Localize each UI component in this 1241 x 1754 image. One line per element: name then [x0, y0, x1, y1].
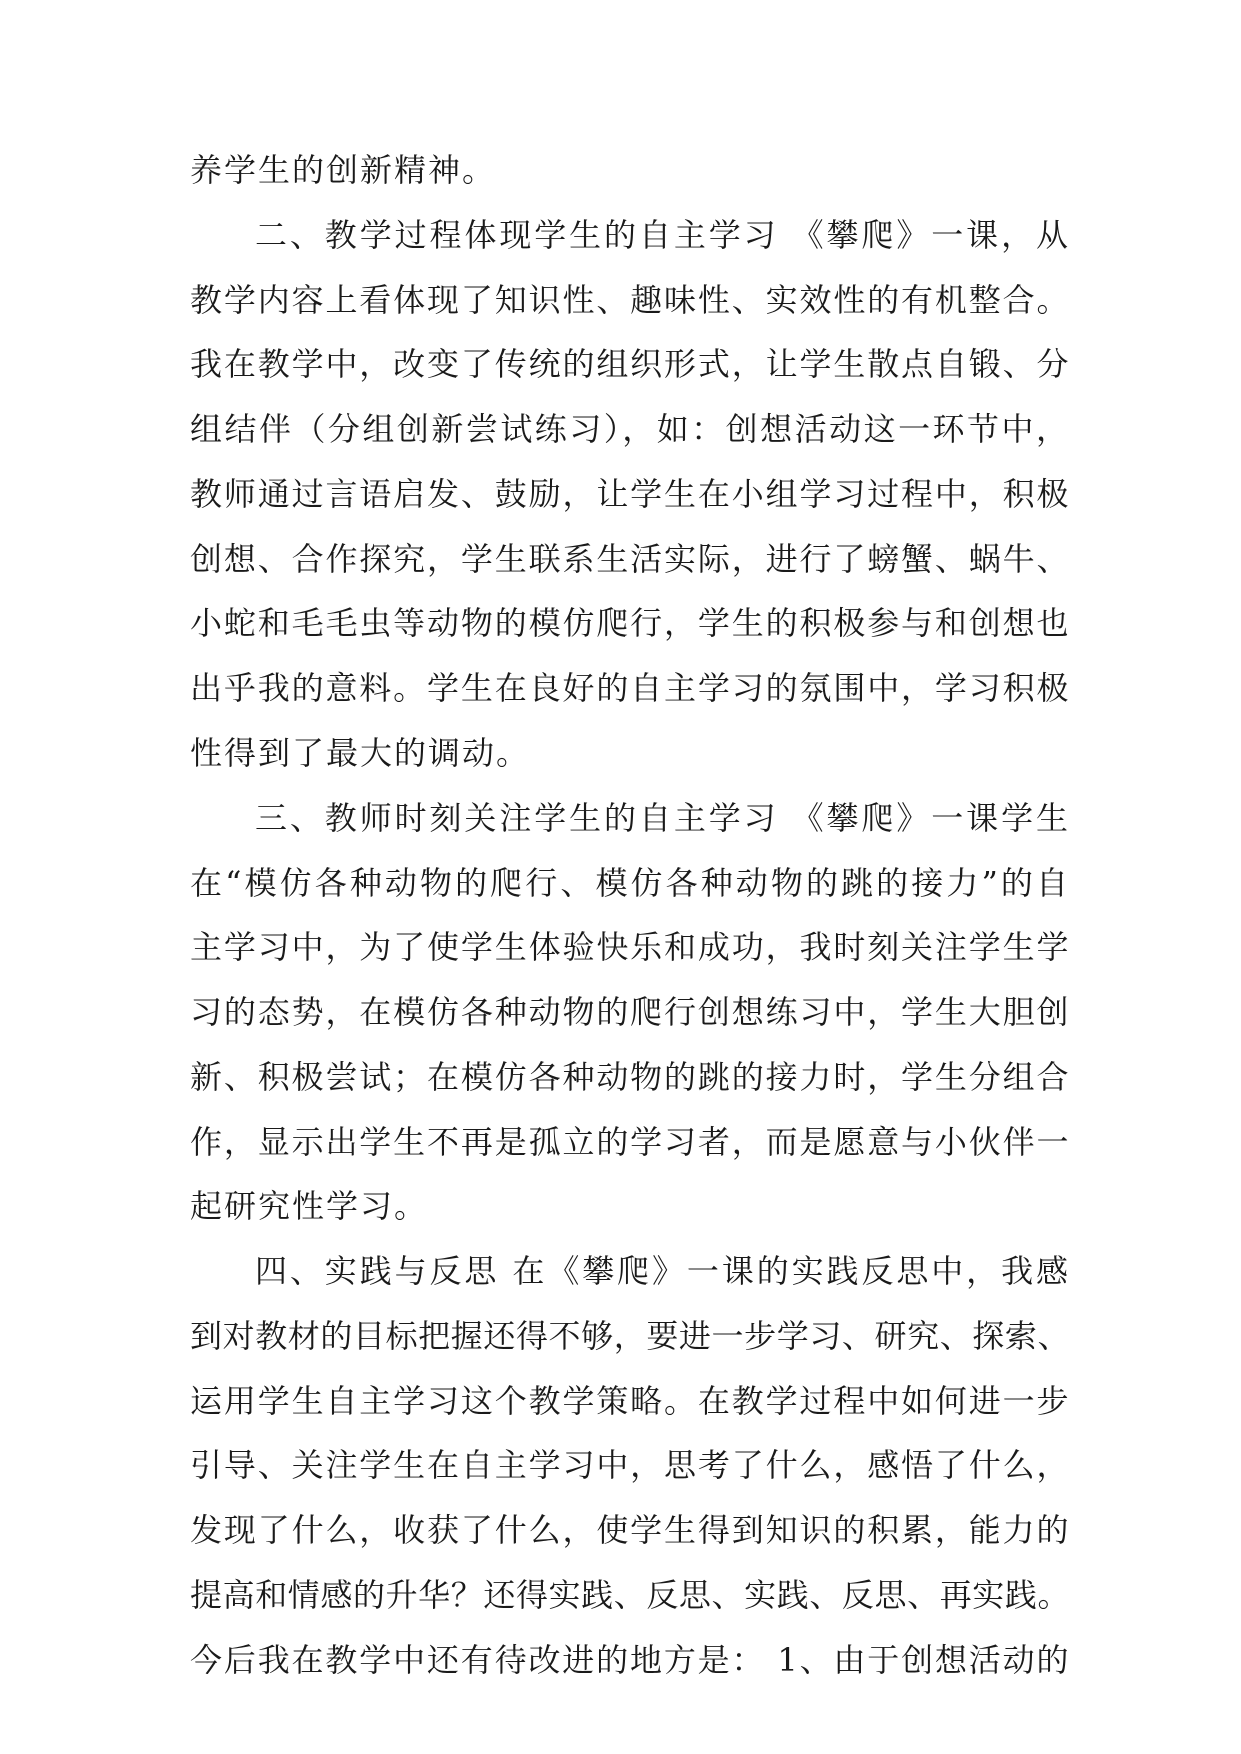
paragraph-2-line-3: 我在教学中，改变了传统的组织形式，让学生散点自锻、分: [190, 345, 1070, 383]
paragraph-4-line-1: 四、实践与反思 在《攀爬》一课的实践反思中，我感: [255, 1252, 1070, 1290]
paragraph-4-line-3: 运用学生自主学习这个教学策略。在教学过程中如何进一步: [190, 1382, 1070, 1420]
paragraph-3-line-3: 主学习中，为了使学生体验快乐和成功，我时刻关注学生学: [190, 928, 1070, 966]
paragraph-2-line-4: 组结伴（分组创新尝试练习），如：创想活动这一环节中，: [190, 410, 1070, 448]
paragraph-2-line-6: 创想、合作探究，学生联系生活实际，进行了螃蟹、蜗牛、: [190, 540, 1070, 578]
paragraph-4-line-2: 到对教材的目标把握还得不够，要进一步学习、研究、探索、: [190, 1317, 1070, 1355]
paragraph-2-line-8: 出乎我的意料。学生在良好的自主学习的氛围中，学习积极: [190, 669, 1070, 707]
paragraph-2-line-9: 性得到了最大的调动。: [190, 734, 531, 772]
paragraph-3-line-6: 作，显示出学生不再是孤立的学习者，而是愿意与小伙伴一: [190, 1123, 1070, 1161]
paragraph-2-line-5: 教师通过言语启发、鼓励，让学生在小组学习过程中，积极: [190, 475, 1070, 513]
paragraph-4-line-5: 发现了什么，收获了什么，使学生得到知识的积累，能力的: [190, 1511, 1070, 1549]
paragraph-3-line-1: 三、教师时刻关注学生的自主学习 《攀爬》一课学生: [255, 799, 1070, 837]
paragraph-3-line-2: 在“模仿各种动物的爬行、模仿各种动物的跳的接力”的自: [190, 864, 1070, 902]
text-line-1: 养学生的创新精神。: [190, 151, 497, 189]
paragraph-4-line-4: 引导、关注学生在自主学习中，思考了什么，感悟了什么，: [190, 1446, 1070, 1484]
paragraph-2-line-7: 小蛇和毛毛虫等动物的模仿爬行，学生的积极参与和创想也: [190, 604, 1070, 642]
paragraph-3-line-4: 习的态势，在模仿各种动物的爬行创想练习中，学生大胆创: [190, 993, 1070, 1031]
paragraph-3-line-5: 新、积极尝试；在模仿各种动物的跳的接力时，学生分组合: [190, 1058, 1070, 1096]
paragraph-3-line-7: 起研究性学习。: [190, 1187, 429, 1225]
paragraph-2-line-1: 二、教学过程体现学生的自主学习 《攀爬》一课，从: [255, 216, 1070, 254]
paragraph-4-line-7: 今后我在教学中还有待改进的地方是： 1、由于创想活动的: [190, 1641, 1070, 1679]
paragraph-2-line-2: 教学内容上看体现了知识性、趣味性、实效性的有机整合。: [190, 281, 1070, 319]
paragraph-4-line-6: 提高和情感的升华？还得实践、反思、实践、反思、再实践。: [190, 1576, 1070, 1614]
